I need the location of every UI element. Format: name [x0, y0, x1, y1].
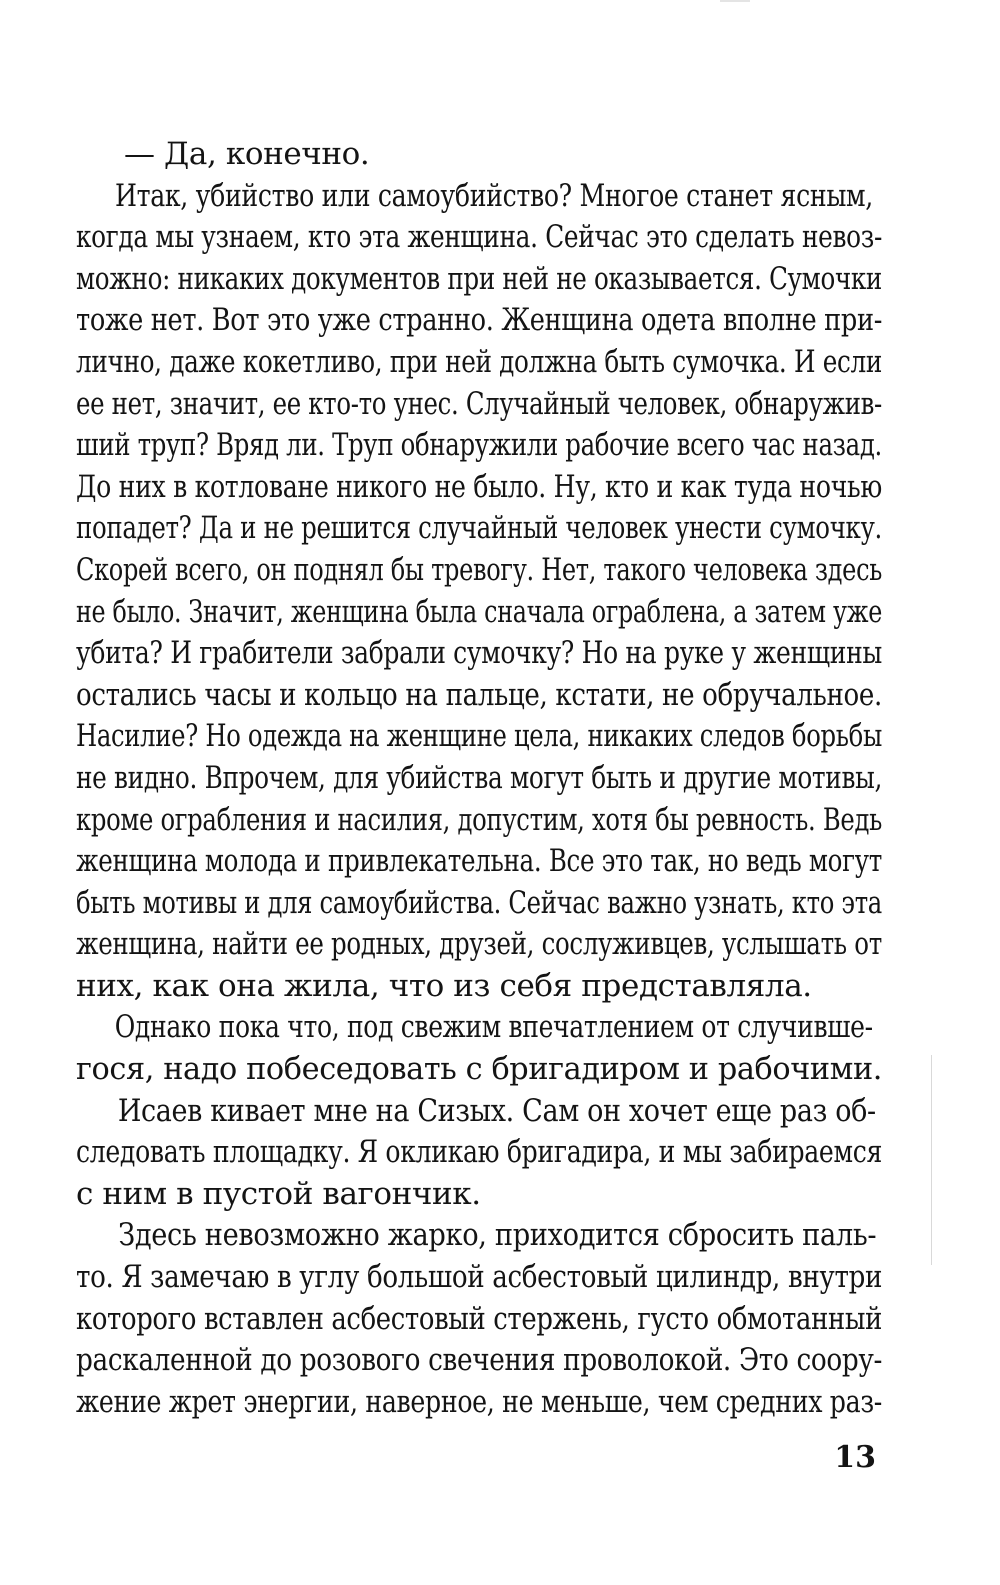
text-line: с ним в пустой вагончик. [76, 1175, 481, 1212]
text-line: быть мотивы и для самоубийства. Сейчас важно узнать, кто эта [76, 884, 882, 921]
page-number: 13 [834, 1440, 876, 1475]
text-line: Однако пока что, под свежим впечатлением от случивше- [114, 1009, 873, 1046]
text-line: тоже нет. Вот это уже странно. Женщина одета вполне при- [76, 302, 883, 339]
text-line: ший труп? Вряд ли. Труп обнаружили рабочие всего час назад. [76, 427, 882, 464]
text-line: Здесь невозможно жарко, приходится сбросить паль- [118, 1217, 877, 1254]
scan-margin-line [931, 1055, 932, 1265]
text-line: раскаленной до розового свечения проволокой. Это соору- [76, 1342, 883, 1379]
text-line: женщина, найти ее родных, друзей, сослуживцев, услышать от [76, 926, 882, 963]
text-line: Итак, убийство или самоубийство? Многое станет ясным, [114, 177, 873, 214]
text-line: гося, надо побеседовать с бригадиром и рабочими. [76, 1051, 883, 1088]
text-line: лично, даже кокетливо, при ней должна быть сумочка. И если [76, 343, 882, 380]
text-line: жение жрет энергии, наверное, не меньше, чем средних раз- [76, 1383, 882, 1420]
text-line: убита? И грабители забрали сумочку? Но на руке у женщины [76, 635, 882, 672]
scan-artifact-mark [720, 0, 750, 2]
text-line: них, как она жила, что из себя представляла. [76, 967, 812, 1004]
text-line: До них в котловане никого не было. Ну, кто и как туда ночью [76, 468, 882, 505]
text-line: — Да, конечно. [124, 136, 370, 172]
text-line: то. Я замечаю в углу большой асбестовый цилиндр, внутри [76, 1259, 883, 1296]
text-line: когда мы узнаем, кто эта женщина. Сейчас это сделать невоз- [76, 219, 883, 256]
text-line: кроме ограбления и насилия, допустим, хотя бы ревность. Ведь [76, 801, 883, 838]
text-line: Исаев кивает мне на Сизых. Сам он хочет еще раз об- [117, 1092, 876, 1129]
text-line: которого вставлен асбестовый стержень, густо обмотанный [76, 1300, 882, 1337]
text-line: не видно. Впрочем, для убийства могут быть и другие мотивы, [76, 759, 883, 796]
text-line: Скорей всего, он поднял бы тревогу. Нет, такого человека здесь [76, 551, 882, 588]
text-line: ее нет, значит, ее кто-то унес. Случайный человек, обнаружив- [76, 385, 882, 422]
text-line: женщина молода и привлекательна. Все это так, но ведь могут [76, 843, 883, 880]
text-line: можно: никаких документов при ней не оказывается. Сумочки [76, 260, 882, 297]
text-line: Насилие? Но одежда на женщине цела, никаких следов борьбы [76, 718, 882, 755]
text-line: попадет? Да и не решится случайный человек унести сумочку. [76, 510, 883, 547]
text-line: остались часы и кольцо на пальце, кстати, не обручальное. [76, 676, 882, 713]
body-text [76, 134, 882, 1423]
text-line: не было. Значит, женщина была сначала ограблена, а затем уже [76, 593, 882, 630]
text-line: следовать площадку. Я окликаю бригадира, и мы забираемся [76, 1134, 882, 1171]
